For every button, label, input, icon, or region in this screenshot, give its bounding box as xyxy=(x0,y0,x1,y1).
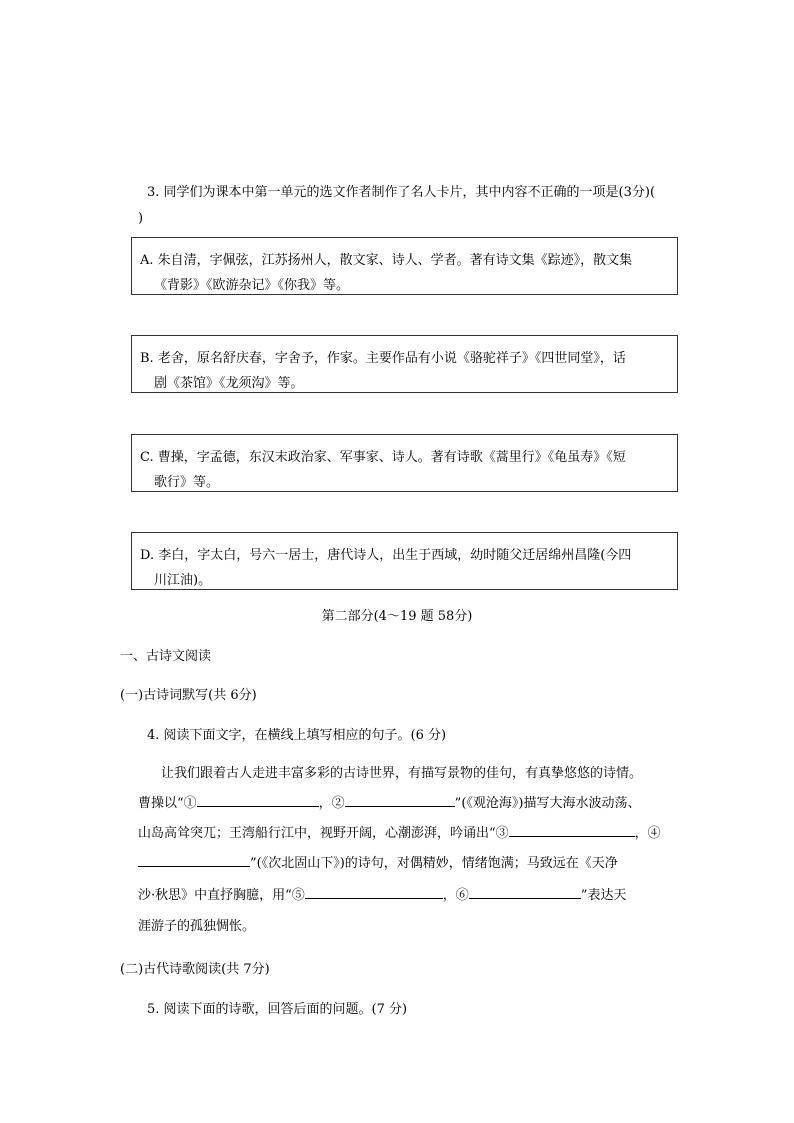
q4-paragraph-line1: 让我们跟着古人走进丰富多彩的古诗世界，有描写景物的佳句，有真挚悠悠的诗情。 xyxy=(161,766,643,781)
option-c-line1: C. 曹操，字孟德，东汉末政治家、军事家、诗人。著有诗歌《蒿里行》《龟虽寿》《短 xyxy=(140,450,626,465)
q4-text: 曹操以“① xyxy=(138,796,197,811)
question-3-stem: 3. 同学们为课本中第一单元的选文作者制作了名人卡片，其中内容不正确的一项是(3分)( xyxy=(147,185,656,200)
q4-text: ”表达天 xyxy=(580,888,627,903)
q4-text: ，④ xyxy=(634,826,661,841)
option-d-line2: 川江油)。 xyxy=(154,573,212,588)
q4-text: ”(《次北固山下》)的诗句，对偶精妙，情绪饱满；马致远在《天净 xyxy=(250,856,618,871)
q4-paragraph-line2 xyxy=(138,792,640,815)
option-a-card xyxy=(131,237,678,295)
blank-5[interactable] xyxy=(305,884,443,899)
q4-text: ，⑥ xyxy=(442,888,469,903)
section-1-heading: 一、古诗文阅读 xyxy=(120,649,212,664)
q4-text: 沙·秋思》中直抒胸臆，用“⑤ xyxy=(138,888,305,903)
blank-1[interactable] xyxy=(197,792,319,807)
part-2-heading: 第二部分(4～19 题 58分) xyxy=(321,609,473,624)
q4-text: 山岛高耸突兀；王湾船行江中，视野开阔，心潮澎湃，吟诵出“③ xyxy=(138,826,509,841)
subsection-1-heading: (一)古诗词默写(共 6分) xyxy=(120,688,257,703)
blank-6[interactable] xyxy=(469,884,581,899)
q4-paragraph-line5 xyxy=(138,884,626,907)
option-c-line2: 歌行》等。 xyxy=(154,475,220,490)
question-5-title: 5. 阅读下面的诗歌，回答后面的问题。(7 分) xyxy=(147,1002,408,1017)
q4-paragraph-line4 xyxy=(138,852,618,875)
option-a-line2: 《背影》《欧游杂记》《你我》等。 xyxy=(154,278,350,293)
q4-text: ”(《观沧海》)描写大海水波动荡、 xyxy=(454,796,641,811)
q4-paragraph-line6: 涯游子的孤独惆怅。 xyxy=(138,919,256,934)
q4-text: ，② xyxy=(318,796,345,811)
blank-3[interactable] xyxy=(509,822,635,837)
question-3-answer-paren: ) xyxy=(138,211,144,226)
blank-2[interactable] xyxy=(345,792,455,807)
option-d-line1: D. 李白，字太白，号六一居士，唐代诗人，出生于西域，幼时随父迁居绵州昌隆(今四 xyxy=(140,548,632,563)
option-a-line1: A. 朱自清，字佩弦，江苏扬州人，散文家、诗人、学者。著有诗文集《踪迹》，散文集 xyxy=(140,253,633,268)
option-d-card xyxy=(131,532,678,590)
question-4-title: 4. 阅读下面文字，在横线上填写相应的句子。(6 分) xyxy=(147,728,447,743)
option-b-card xyxy=(131,335,678,393)
blank-4[interactable] xyxy=(138,852,250,867)
subsection-2-heading: (二)古代诗歌阅读(共 7分) xyxy=(120,962,270,977)
option-c-card xyxy=(131,434,678,492)
option-b-line2: 剧《茶馆》《龙须沟》等。 xyxy=(154,376,304,391)
option-b-line1: B. 老舍，原名舒庆春，字舍予，作家。主要作品有小说《骆驼祥子》《四世同堂》，话 xyxy=(140,351,626,366)
q4-paragraph-line3 xyxy=(138,822,661,845)
